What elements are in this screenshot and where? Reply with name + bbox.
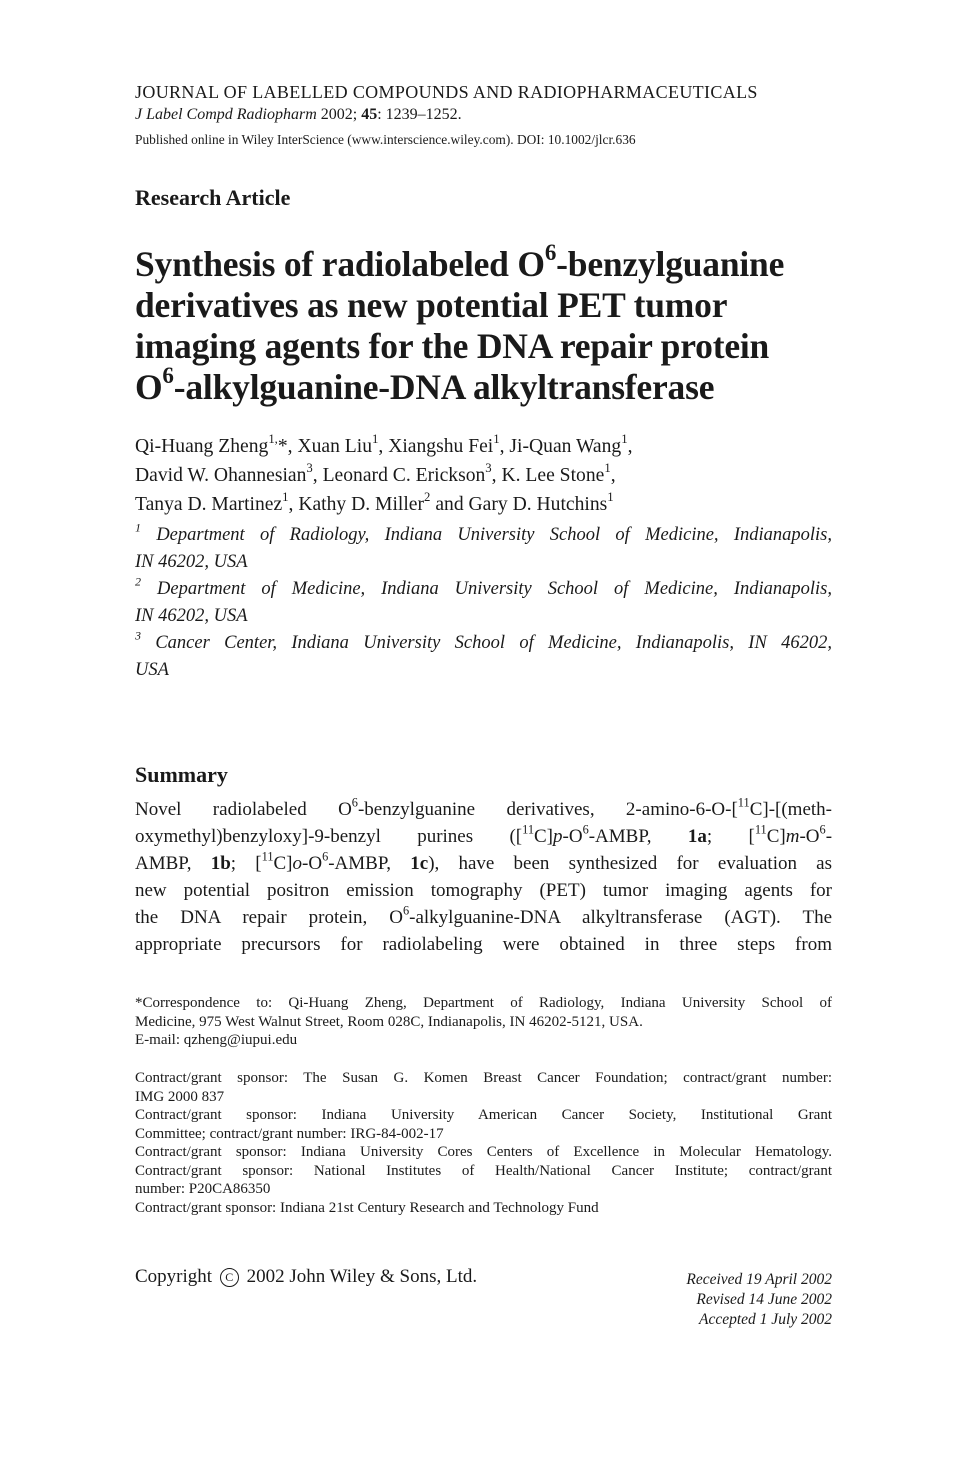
- citation-pages: : 1239–1252.: [377, 106, 462, 123]
- affiliation-2-cont: IN 46202, USA: [135, 606, 248, 626]
- summary-line-2: oxymethyl)benzyloxy]-9-benzyl purines ($[^{11}C]p-O^6$-AMBP, 1a; $[^{11}C]m-O^6-$: [135, 822, 833, 847]
- sponsor-5: Contract/grant sponsor: Indiana 21st Century Research and Technology Fund: [135, 1199, 599, 1216]
- accepted-date: Accepted 1 July 2002: [699, 1311, 832, 1328]
- correspondence-line-1: *Correspondence to: Qi-Huang Zheng, Department of Radiology, Indiana University School of: [135, 995, 832, 1011]
- title-line-2: derivatives as new potential PET tumor: [135, 285, 728, 325]
- summary-line-1: Novel radiolabeled $O^6$-benzylguanine derivatives, 2-amino-6-O-[$^{11}$C]-[(meth-: [135, 795, 832, 820]
- summary-line-5: the DNA repair protein, $O^6-alkylguanine$-DNA alkyltransferase (AGT). The: [135, 903, 832, 928]
- affiliation-2: $^2$ Department of Medicine, Indiana University School of Medicine, Indianapolis,: [135, 574, 833, 599]
- title-line-1: Synthesis of radiolabeled $O^6$-benzylguanine: [135, 238, 785, 284]
- journal-name: JOURNAL OF LABELLED COMPOUNDS AND RADIOPHARMACEUTICALS: [135, 82, 758, 102]
- citation-line: [135, 106, 462, 124]
- copyright-icon: C: [220, 1268, 239, 1287]
- title-line-4: $O^6-alkylguanine$-DNA alkyltransferase: [135, 361, 715, 407]
- revised-date: Revised 14 June 2002: [696, 1291, 832, 1308]
- article-title: [135, 238, 855, 408]
- journal-abbrev: J Label Compd Radiopharm: [135, 106, 317, 123]
- sponsor-2-line-2: Committee; contract/grant number: IRG-84-002-17: [135, 1125, 444, 1142]
- published-online-line: Published online in Wiley InterScience (www.interscience.wiley.com). DOI: 10.1002/jlcr.636: [135, 132, 636, 147]
- summary-line-4: new potential positron emission tomography (PET) tumor imaging agents for: [135, 880, 832, 901]
- sponsor-3: Contract/grant sponsor: Indiana University Cores Centers of Excellence in Molecular Hematology.: [135, 1144, 832, 1160]
- citation-volume: 45: [361, 106, 378, 123]
- summary-text: [135, 796, 832, 958]
- affiliations: [135, 522, 832, 684]
- sponsor-4-line-1: Contract/grant sponsor: National Institutes of Health/National Cancer Institute; contract/grant: [135, 1162, 832, 1179]
- article-type: Research Article: [135, 185, 291, 210]
- copyright-line: Copyright C 2002 John Wiley & Sons, Ltd.: [135, 1266, 478, 1287]
- article-dates: [686, 1270, 832, 1330]
- received-date: Received 19 April 2002: [686, 1271, 832, 1288]
- correspondence-footnote: [135, 994, 832, 1050]
- author-line-2: David W. Ohannesian$^3$, Leonard C. Erickson$^3$, K. Lee Stone$^1$,: [135, 461, 616, 486]
- sponsor-2-line-1: Contract/grant sponsor: Indiana University American Cancer Society, Institutional Grant: [135, 1107, 832, 1123]
- summary-heading: Summary: [135, 762, 228, 787]
- author-list: [135, 432, 633, 519]
- affiliation-3: $^3$ Cancer Center, Indiana University School of Medicine, Indianapolis, IN 46202,: [135, 628, 832, 653]
- summary-line-3: AMBP, 1b; $[^{11}C]o-O^6$-AMBP, 1c), have been synthesized for evaluation as: [135, 849, 833, 874]
- affiliation-3-cont: USA: [135, 660, 169, 680]
- summary-line-6: appropriate precursors for radiolabeling were obtained in three steps from: [135, 934, 832, 955]
- correspondence-email: E-mail: qzheng@iupui.edu: [135, 1032, 298, 1048]
- sponsor-1-line-1: Contract/grant sponsor: The Susan G. Komen Breast Cancer Foundation; contract/grant number:: [135, 1070, 832, 1086]
- citation-year: 2002;: [320, 106, 358, 123]
- affiliation-1-cont: IN 46202, USA: [135, 552, 248, 572]
- author-line-3: Tanya D. Martinez$^1$, Kathy D. Miller$^2$ and Gary D. Hutchins$^1$: [135, 490, 614, 515]
- grant-sponsors: [135, 1069, 832, 1217]
- sponsor-1-line-2: IMG 2000 837: [135, 1088, 225, 1105]
- affiliation-1: $^1$ Department of Radiology, Indiana University School of Medicine, Indianapolis,: [135, 520, 832, 545]
- sponsor-4-line-2: number: P20CA86350: [135, 1181, 271, 1197]
- correspondence-line-2: Medicine, 975 West Walnut Street, Room 028C, Indianapolis, IN 46202-5121, USA.: [135, 1013, 643, 1030]
- author-line-1: Qi-Huang Zheng$^{1,}$*, Xuan Liu$^1$, Xiangshu Fei$^1$, Ji-Quan Wang$^1$,: [135, 432, 633, 457]
- title-line-3: imaging agents for the DNA repair protein: [135, 326, 770, 366]
